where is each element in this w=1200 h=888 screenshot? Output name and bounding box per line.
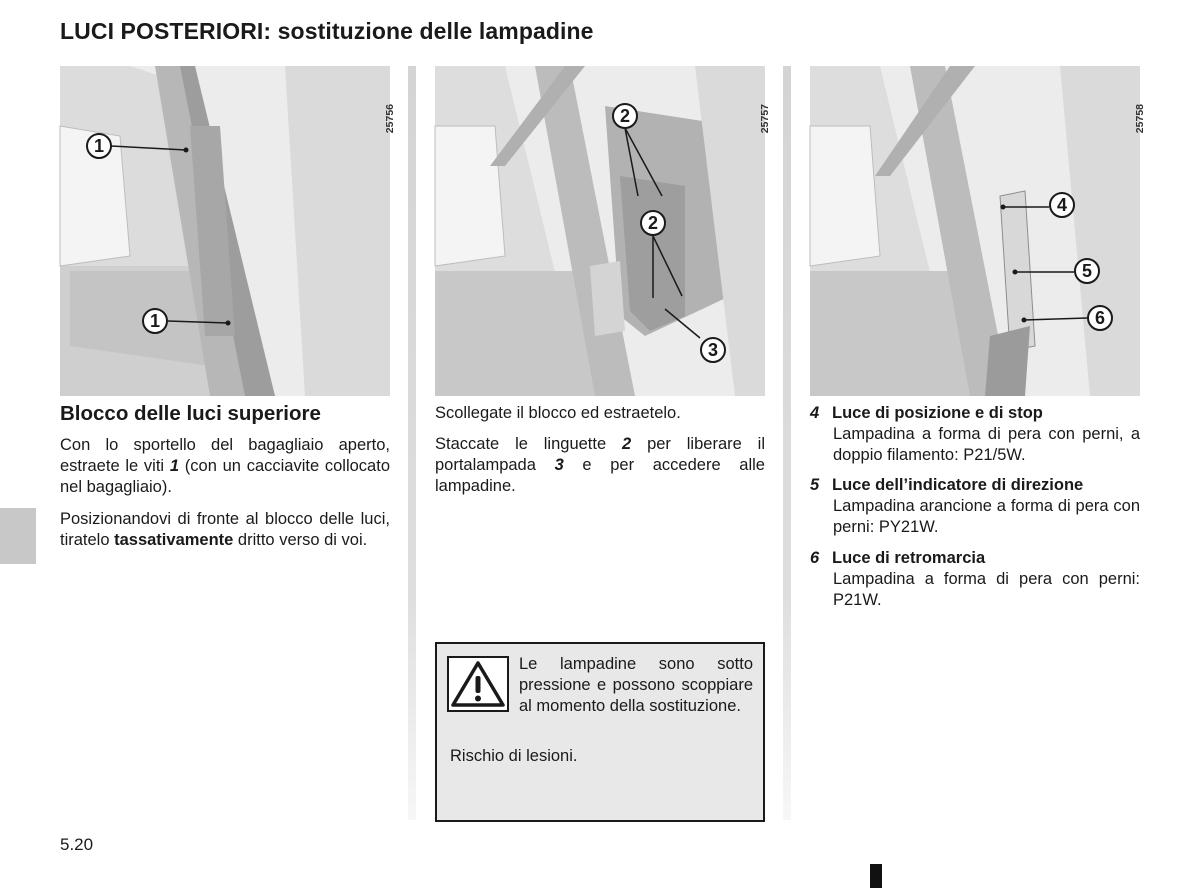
figure-code: 25756 xyxy=(384,104,396,134)
paragraph-remove-screws: Con lo sportello del bagagliaio aperto, estraete le viti 1 (con un cacciavite collocato nel bagagliaio). xyxy=(60,436,390,496)
page-title: LUCI POSTERIORI: sostituzione delle lampadine xyxy=(60,18,594,44)
figure-bulbs xyxy=(810,66,1146,396)
figure-code: 25757 xyxy=(759,104,771,134)
warning-risk: Rischio di lesioni. xyxy=(450,747,578,765)
chapter-tab xyxy=(0,508,36,564)
callout-lines xyxy=(810,66,1140,396)
bulb-item-reversing: 6 Luce di retromarcia Lampadina a forma di pera con perni: P21W. xyxy=(810,549,1140,609)
warning-icon-frame xyxy=(447,656,509,712)
warning-text: Le lampadine sono sotto pressione e possono scoppiare al momento della sostituzione. xyxy=(519,655,753,715)
paragraph-disconnect: Scollegate il blocco ed estraetelo. xyxy=(435,404,681,422)
callout-3: 3 xyxy=(700,337,726,363)
bulb-item-position-stop: 4 Luce di posizione e di stop Lampadina a forma di pera con perni, a doppio filamento: P21/5W. xyxy=(810,404,1140,464)
callout-1: 1 xyxy=(142,308,168,334)
column-separator xyxy=(408,66,416,820)
figure-lamp-holder xyxy=(435,66,771,396)
callout-2: 2 xyxy=(640,210,666,236)
callout-4: 4 xyxy=(1049,192,1075,218)
margin-mark xyxy=(870,864,882,888)
figure-upper-light-block xyxy=(60,66,396,396)
section-heading: Blocco delle luci superiore xyxy=(60,402,321,425)
warning-triangle-icon xyxy=(449,658,507,710)
paragraph-release-tabs: Staccate le linguette 2 per liberare il portalampada 3 e per accedere alle lampadine. xyxy=(435,435,765,495)
callout-1: 1 xyxy=(86,133,112,159)
callout-2: 2 xyxy=(612,103,638,129)
page-number: 5.20 xyxy=(60,835,94,854)
figure-code: 25758 xyxy=(1134,104,1146,134)
warning-box xyxy=(435,642,765,822)
callout-6: 6 xyxy=(1087,305,1113,331)
callout-lines xyxy=(60,66,390,396)
callout-5: 5 xyxy=(1074,258,1100,284)
bulb-item-turn-signal: 5 Luce dell’indicatore di direzione Lampadina arancione a forma di pera con perni: PY21W. xyxy=(810,476,1140,536)
paragraph-pull-block: Posizionandovi di fronte al blocco delle luci, tiratelo tassativamente dritto verso di voi. xyxy=(60,510,390,549)
column-separator xyxy=(783,66,791,820)
